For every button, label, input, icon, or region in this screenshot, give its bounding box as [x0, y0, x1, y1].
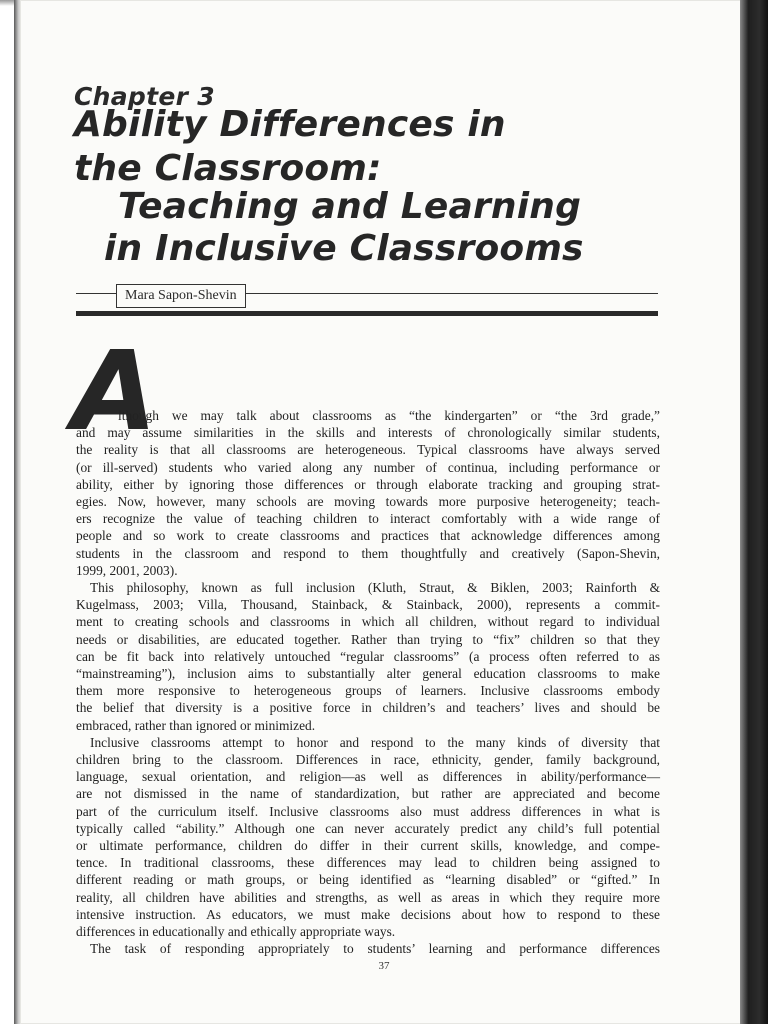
chapter-title-line-2: the Classroom: — [74, 148, 382, 189]
body-line: ers recognize the value of teaching children to interact comfortably with a wide range of — [76, 511, 660, 527]
body-line: 1999, 2001, 2003). — [76, 562, 178, 578]
body-line: students in the classroom and respond to them thoughtfully and creatively (Sapon-Shevin, — [76, 545, 660, 561]
body-line: the belief that diversity is a positive force in children’s and teachers’ lives and should be — [76, 700, 660, 716]
body-line: children bring to the classroom. Differences in race, ethnicity, gender, family background, — [76, 752, 660, 767]
body-line: embraced, rather than ignored or minimized. — [76, 717, 316, 733]
page-number: 37 — [378, 960, 390, 973]
body-line: are not dismissed in the name of standardization, but rather are appreciated and become — [76, 786, 660, 802]
body-line: The task of responding appropriately to students’ learning and performance differences — [90, 941, 660, 957]
body-line: This philosophy, known as full inclusion (Kluth, Straut, & Biklen, 2003; Rainforth & — [90, 580, 660, 595]
body-line: reality, all children have abilities and strengths, as well as areas in which they require more — [76, 889, 660, 905]
body-line: ment to creating schools and classrooms in which all children, without regard to individual — [76, 614, 660, 630]
body-line: Inclusive classrooms attempt to honor and respond to the many kinds of diversity that — [90, 734, 660, 750]
body-line: ability, either by ignoring those differences or through elaborate tracking and grouping strat- — [76, 476, 660, 492]
body-line: people and so work to create classrooms and practices that acknowledge differences among — [76, 528, 660, 544]
drop-cap: A — [72, 327, 158, 455]
body-line: can be fit back into relatively untouched “regular classrooms” (a process often referred to as — [76, 648, 660, 664]
body-line: and may assume similarities in the skills and interests of chronologically similar students, — [76, 425, 660, 441]
author-name: Mara Sapon-Shevin — [116, 284, 246, 308]
body-line: or ultimate performance, children do differ in their current skills, knowledge, and compe- — [76, 838, 660, 853]
chapter-title-line-1: Ability Differences in — [74, 104, 506, 145]
body-line: typically called “ability.” Although one can never accurately predict any child’s full potential — [76, 820, 660, 836]
body-line: egies. Now, however, many schools are moving towards more purposive heterogeneity; teach- — [76, 494, 660, 509]
body-line: differences in educationally and ethically appropriate ways. — [76, 924, 396, 939]
book-spine-edge — [740, 0, 768, 1024]
body-line: (or ill-served) students who varied along any number of continua, including performance or — [76, 459, 660, 475]
body-line: lthough we may talk about classrooms as “the kindergarten” or “the 3rd grade,” — [118, 408, 660, 423]
body-line: intensive instruction. As educators, we must make decisions about how to respond to these — [76, 906, 660, 922]
body-line: part of the curriculum itself. Inclusive classrooms also must address differences in what is — [76, 803, 660, 819]
body-line: Kugelmass, 2003; Villa, Thousand, Stainback, & Stainback, 2000), represents a commit- — [76, 597, 660, 613]
body-line: different reading or math groups, or being identified as “learning disabled” or “gifted.” In — [76, 872, 660, 888]
chapter-title-line-4: in Inclusive Classrooms — [104, 228, 584, 269]
chapter-title-line-3: Teaching and Learning — [118, 186, 582, 227]
chapter-label: Chapter 3 — [74, 82, 215, 111]
body-line: tence. In traditional classrooms, these differences may lead to children being assigned to — [76, 855, 660, 871]
body-line: them more responsive to heterogeneous groups of learners. Inclusive classrooms embody — [76, 683, 660, 699]
body-line: needs or disabilities, are educated together. Rather than trying to “fix” children so that they — [76, 631, 660, 647]
body-line: language, sexual orientation, and religion—as well as differences in ability/performance— — [76, 769, 660, 785]
body-line: “mainstreaming”), inclusion aims to substantially alter general education classrooms to make — [76, 666, 660, 681]
heading-divider — [76, 311, 658, 316]
body-line: the reality is that all classrooms are heterogeneous. Typical classrooms have always served — [76, 442, 660, 458]
